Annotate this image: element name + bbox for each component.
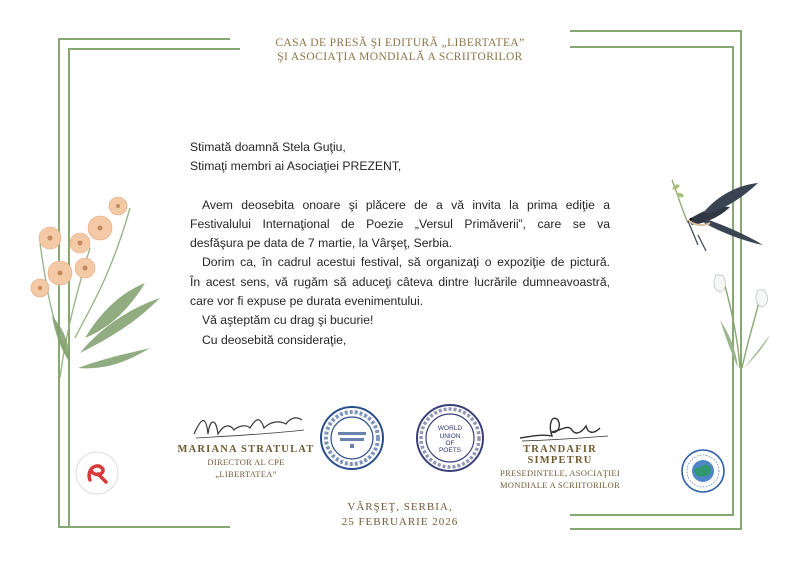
right-signatory-title-1: PRESEDINTELE, ASOCIAŢIEI: [499, 468, 621, 478]
left-signatory-title-2: „LIBERTATEA”: [215, 469, 277, 479]
paragraph-2-line-2: În acest sens, vă rugăm să aduceţi câteva dintre lucrările dumneavoastră,: [190, 274, 610, 289]
paragraph-2-line-3: care vor fi expuse pe durata evenimentului.: [190, 294, 424, 309]
footer-place-date: [0, 500, 800, 530]
signature-block-right: [490, 444, 630, 490]
flower-bouquet-illustration: [20, 188, 170, 383]
paragraph-3: Vă aşteptăm cu drag şi bucurie!: [202, 313, 374, 328]
right-signatory-name: TRANDAFIR SIMPETRU: [523, 444, 597, 466]
paragraph-1-line-3: desfăşura pe data de 7 martie, la Vârşeţ, Serbia.: [190, 236, 453, 251]
paragraph-2-line-1: Dorim ca, în cadrul acestui festival, să organizaţi o expoziţie de pictură.: [202, 255, 610, 270]
salutation-2: Stimaţi membri ai Asociaţiei PREZENT,: [190, 159, 402, 174]
frame-top-right-outer: [570, 30, 742, 32]
header: [0, 36, 800, 64]
snowdrop-flowers-illustration: [700, 250, 780, 370]
stamp-text-world: WORLD: [437, 425, 463, 432]
closing: Cu deosebită consideraţie,: [202, 332, 347, 347]
left-signatory-title-1: DIRECTOR AL CPE: [207, 457, 285, 467]
stamp-text-of: OF: [445, 440, 455, 447]
paragraph-1-line-1: Avem deosebita onoare şi plăcere de a vă invita la prima ediţie a: [202, 197, 610, 212]
left-signatory-name: MARIANA STRATULAT: [177, 444, 315, 455]
world-union-of-poets-stamp-seal: [414, 402, 486, 474]
stamp-text-poets: POETS: [438, 447, 462, 454]
stamp-text-union: UNION: [439, 433, 461, 440]
right-signatory-title-2: MONDIALE A SCRIITORILOR: [499, 480, 621, 490]
salutation-1: Stimată doamnă Stela Guţiu,: [190, 140, 346, 154]
swallow-bird-illustration: [658, 175, 768, 255]
world-poets-association-logo-icon: [680, 448, 726, 494]
footer-date: 25 FEBRUARIE 2026: [341, 516, 459, 528]
letter-body: [190, 138, 610, 350]
signature-trandafir-simpetru: [512, 410, 612, 446]
paragraph-1-line-2: Festivalului Internaţional de Poezie „Versul Primăverii”, care se va: [190, 216, 610, 231]
footer-place: VÂRŞEŢ, SERBIA,: [347, 501, 453, 513]
ribbon-logo-icon: [74, 450, 120, 496]
header-line-2: ŞI ASOCIAŢIA MONDIALĂ A SCRIITORILOR: [277, 51, 523, 63]
signature-block-left: [176, 444, 316, 479]
signature-mariana-stratulat: [190, 408, 310, 444]
header-line-1: CASA DE PRESĂ ŞI EDITURĂ „LIBERTATEA”: [275, 37, 525, 49]
libertatea-stamp-seal: [318, 404, 386, 472]
